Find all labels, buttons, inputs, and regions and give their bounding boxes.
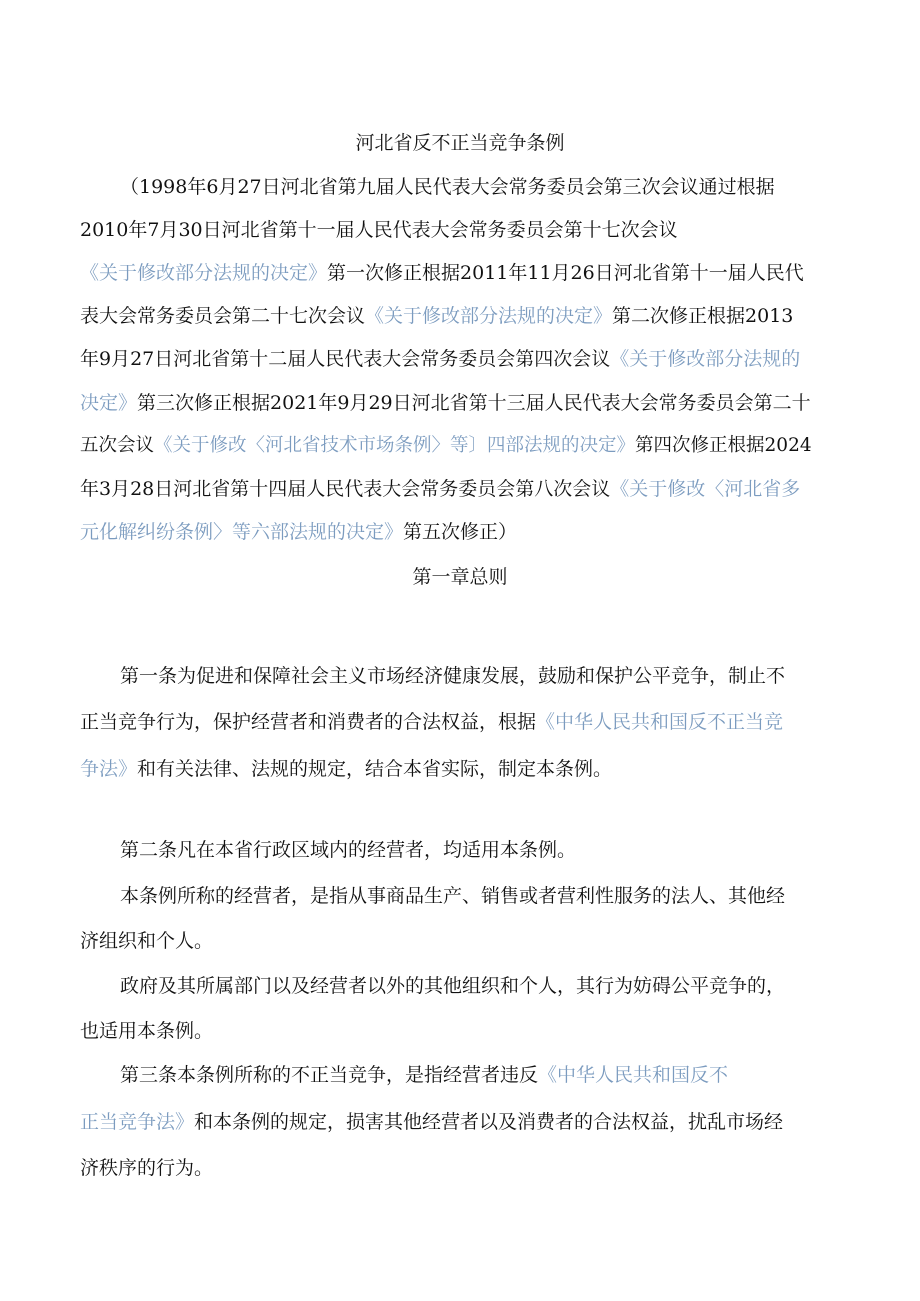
history-line — [80, 303, 820, 329]
text-run: 济秩序的行为。 — [80, 1157, 214, 1179]
text-run: 和本条例的规定，损害其他经营者以及消费者的合法权益，扰乱市场经 — [194, 1111, 784, 1133]
text-run: 正当竞争行为，保护经营者和消费者的合法权益，根据 — [80, 711, 537, 733]
text-run: 第一次修正根据2011年11月26日河北省第十一届人民代 — [327, 262, 804, 284]
text-run: 第五次修正） — [403, 521, 518, 543]
paragraph-line — [120, 837, 820, 863]
citation-link[interactable]: 《关于修改〈河北省技术市场条例〉等〕四部法规的决定》 — [154, 435, 636, 456]
history-line — [80, 217, 820, 243]
text-run: 年9月27日河北省第十二届人民代表大会常务委员会第四次会议 — [80, 348, 611, 370]
text-run: 也适用本条例。 — [80, 1020, 214, 1042]
text-run: 第二条凡在本省行政区域内的经营者，均适用本条例。 — [120, 839, 577, 861]
citation-link[interactable]: 《中华人民共和国反不 — [538, 1064, 729, 1086]
text-run: 第四次修正根据2024 — [635, 435, 812, 456]
citation-link[interactable]: 《中华人民共和国反不正当竞 — [536, 711, 784, 733]
text-run: 表大会常务委员会第二十七次会议 — [80, 305, 366, 327]
history-line — [80, 433, 820, 459]
text-run: 第一条为促进和保障社会主义市场经济健康发展，鼓励和保护公平竞争，制止不 — [120, 665, 786, 687]
paragraph-line — [80, 1155, 820, 1181]
citation-link[interactable]: 《关于修改〈河北省多 — [610, 478, 801, 500]
history-line — [80, 390, 820, 416]
text-run: 政府及其所属部门以及经营者以外的其他组织和个人，其行为妨碍公平竞争的， — [120, 975, 786, 997]
history-line — [80, 346, 820, 372]
paragraph-line — [120, 883, 820, 909]
text-run: 济组织和个人。 — [80, 930, 214, 952]
paragraph-line — [80, 709, 820, 735]
citation-link[interactable]: 《关于修改部分法规的 — [610, 348, 801, 370]
text-run: 第三次修正根据2021年9月29日河北省第十三届人民代表大会常务委员会第二十 — [137, 392, 811, 414]
history-line — [80, 476, 820, 502]
paragraph-line — [80, 928, 820, 954]
citation-link[interactable]: 决定》 — [80, 392, 138, 414]
citation-link[interactable]: 元化解纠纷条例〉等六部法规的决定》 — [80, 521, 404, 543]
text-run: 第二次修正根据2013 — [612, 305, 794, 327]
text-run: 年3月28日河北省第十四届人民代表大会常务委员会第八次会议 — [80, 478, 611, 500]
paragraph-line — [80, 756, 820, 782]
text-run: 和有关法律、法规的规定，结合本省实际，制定本条例。 — [137, 758, 613, 780]
citation-link[interactable]: 正当竞争法》 — [80, 1111, 195, 1133]
citation-link[interactable]: 《关于修改部分法规的决定》 — [365, 305, 613, 327]
chapter-heading: 第一章总则 — [412, 566, 508, 588]
paragraph-line — [80, 1018, 820, 1044]
text-run: （1998年6月27日河北省第九届人民代表大会常务委员会第三次会议通过根据 — [120, 176, 775, 198]
citation-link[interactable]: 《关于修改部分法规的决定》 — [80, 262, 328, 284]
history-line — [80, 260, 820, 286]
paragraph-line — [120, 1062, 820, 1088]
paragraph-line — [120, 663, 820, 689]
paragraph-line — [120, 973, 820, 999]
document-title: 河北省反不正当竞争条例 — [355, 132, 565, 154]
history-line — [80, 519, 820, 545]
text-run: 2010年7月30日河北省第十一届人民代表大会常务委员会第十七次会议 — [80, 219, 678, 241]
history-line — [120, 174, 820, 200]
text-run: 第三条本条例所称的不正当竞争，是指经营者违反 — [120, 1064, 539, 1086]
text-run: 本条例所称的经营者，是指从事商品生产、销售或者营利性服务的法人、其他经 — [120, 885, 786, 907]
text-run: 五次会议 — [80, 435, 155, 456]
citation-link[interactable]: 争法》 — [80, 758, 138, 780]
paragraph-line — [80, 1109, 820, 1135]
